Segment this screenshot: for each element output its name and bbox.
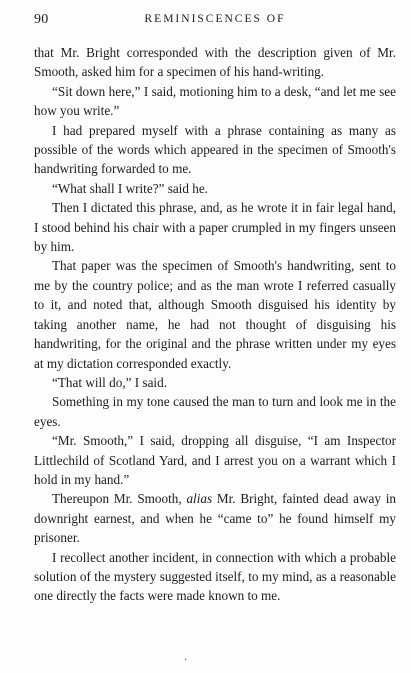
body-text [34,43,396,606]
tail-mark: · [184,655,188,666]
paragraph-text: Mr. Bright, fainted dead away in downright earnest, and when he “came to” he found himself my prisoner. [34,491,396,546]
italic-word: alias [186,491,213,507]
paragraph: Then I dictated this phrase, and, as he wrote it in fair legal hand, I stood behind his chair with a paper crumpled in my fingers unseen by him. [34,200,396,255]
paragraph: I had prepared myself with a phrase containing as many as possible of the words which appeared in the specimen of Smooth's handwriting forwarded to me. [34,122,396,177]
page-number: 90 [34,12,49,27]
paragraph: “Sit down here,” I said, motioning him to a desk, “and let me see how you write.” [34,83,396,119]
paragraph-text: Thereupon Mr. Smooth, [52,491,187,507]
running-head: REMINISCENCES OF [144,13,286,25]
page-header [34,12,396,30]
paragraph: I recollect another incident, in connection with which a probable solution of the mystery suggested itself, to my mind, as a reasonable one directly the facts were made known to me. [34,549,396,604]
paragraph: “What shall I write?” said he. [52,180,208,196]
paragraph: “That will do,” I said. [52,374,167,390]
paragraph: that Mr. Bright corresponded with the description given of Mr. Smooth, asked him for a specimen of his hand-writing. [34,45,396,80]
paragraph: Something in my tone caused the man to turn and look me in the eyes. [34,394,396,429]
paragraph [34,489,396,547]
paragraph: “Mr. Smooth,” I said, dropping all disguise, “I am Inspector Littlechild of Scotland Yard, and I arrest you on a warrant which I hold in my hand.” [34,433,396,487]
paragraph: That paper was the specimen of Smooth's handwriting, sent to me by the country police; and as the man wrote I referred casually to it, and noted that, although Smooth disguised his identity by taking another name, he had not thought of disguising his handwriting, for the original and the phrase written under my eyes at my dictation corresponded exactly. [34,258,396,371]
